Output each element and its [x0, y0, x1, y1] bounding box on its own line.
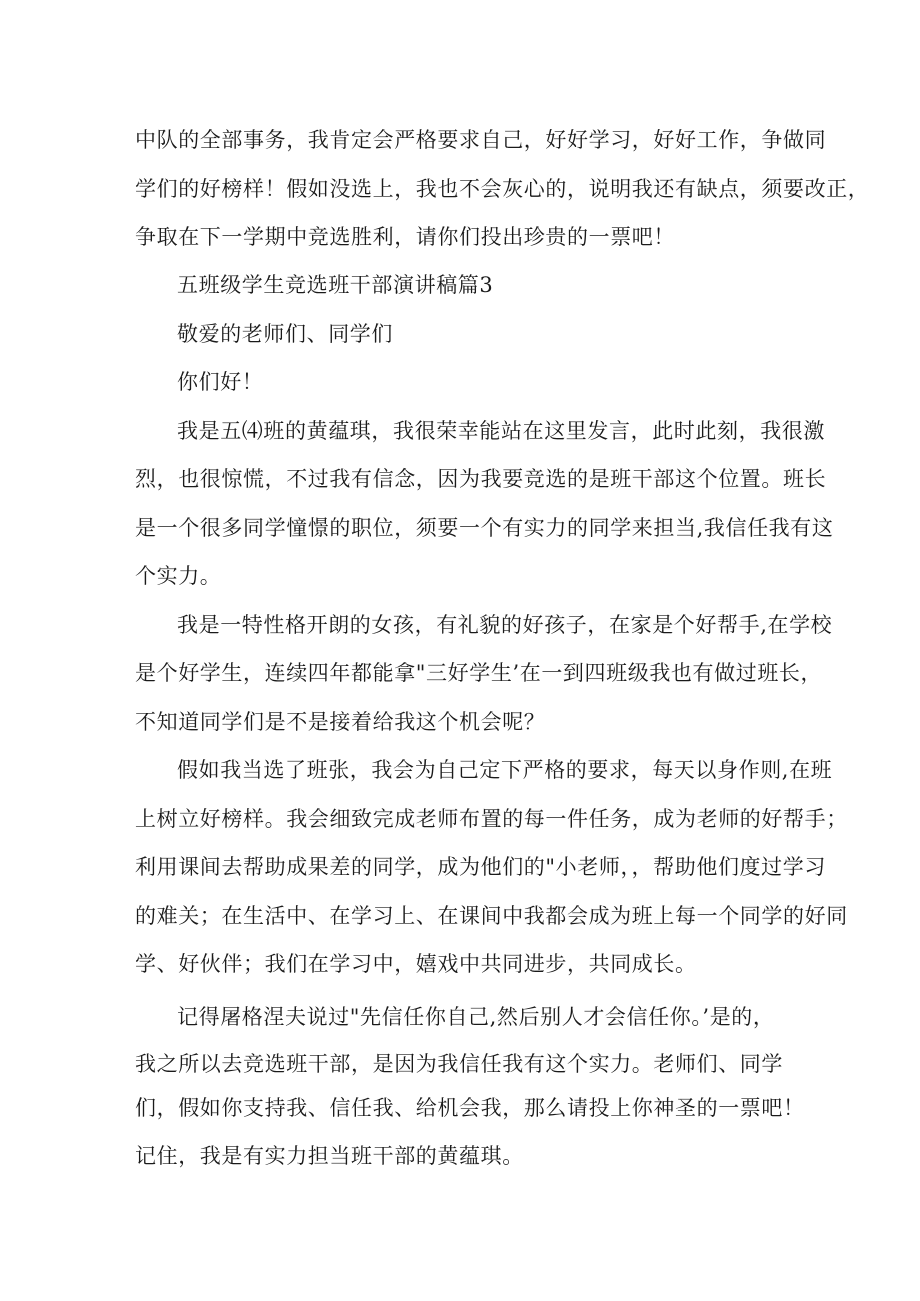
salutation: 敬爱的老师们、同学们	[177, 322, 393, 346]
text-line: 是一个很多同学憧憬的职位，须要一个有实力的同学来担当,我信任我有这	[135, 516, 834, 540]
text-line: 学们的好榜样！假如没选上，我也不会灰心的，说明我还有缺点，须要改正，	[135, 177, 870, 201]
text-line: 学、好伙伴；我们在学习中，嬉戏中共同进步，共同成长。	[135, 952, 697, 976]
text-line: 不知道同学们是不是接着给我这个机会呢？	[135, 710, 546, 734]
text-line: 中队的全部事务，我肯定会严格要求自己，好好学习，好好工作，争做同	[135, 128, 827, 152]
text-line: 我是一特性格开朗的女孩，有礼貌的好孩子，在家是个好帮手,在学校	[177, 613, 833, 637]
text-line: 假如我当选了班张，我会为自己定下严格的要求，每天以身作则,在班	[177, 758, 833, 782]
text-line: 记住，我是有实力担当班干部的黄蕴琪。	[135, 1144, 524, 1168]
text-line: 利用课间去帮助成果差的同学，成为他们的"小老师，，帮助他们度过学习	[135, 855, 826, 879]
text-line: 烈，也很惊慌，不过我有信念，因为我要竞选的是班干部这个位置。班长	[135, 467, 827, 491]
text-line: 的难关；在生活中、在学习上、在课间中我都会成为班上每一个同学的好同	[135, 904, 848, 928]
text-line: 们，假如你支持我、信任我、给机会我，那么请投上你神圣的一票吧！	[135, 1096, 805, 1120]
text-line: 是个好学生，连续四年都能拿"三好学生’在一到四班级我也有做过班长，	[135, 661, 823, 685]
text-line: 个实力。	[135, 564, 222, 588]
text-line: 我之所以去竞选班干部，是因为我信任我有这个实力。老师们、同学	[135, 1052, 783, 1076]
text-line: 上树立好榜样。我会细致完成老师布置的每一件任务，成为老师的好帮手；	[135, 807, 848, 831]
section-heading: 五班级学生竞选班干部演讲稿篇3	[177, 273, 494, 297]
text-line: 我是五⑷班的黄蕴琪，我很荣幸能站在这里发言，此时此刻，我很激	[177, 419, 825, 443]
text-line: 记得屠格涅夫说过"先信任你自己,然后别人才会信任你。’是的，	[177, 1005, 775, 1029]
text-line: 争取在下一学期中竞选胜利，请你们投出珍贵的一票吧！	[135, 225, 675, 249]
greeting: 你们好！	[177, 370, 264, 394]
